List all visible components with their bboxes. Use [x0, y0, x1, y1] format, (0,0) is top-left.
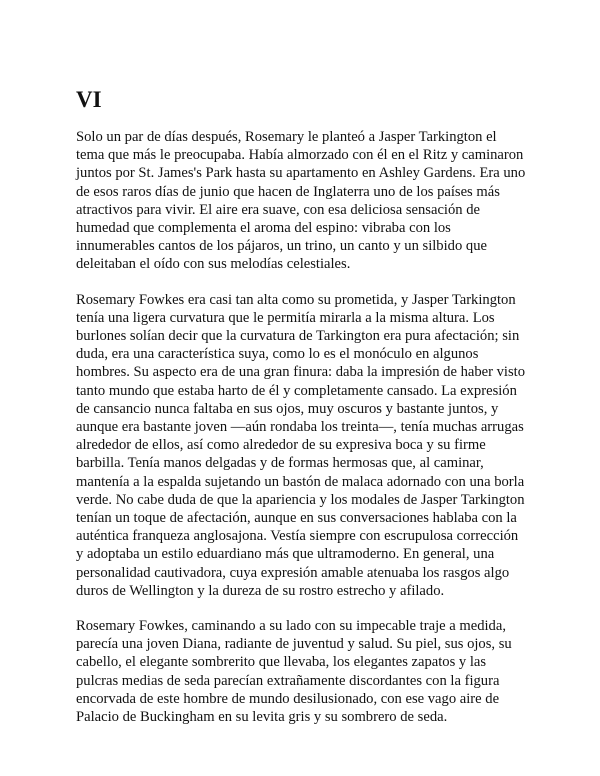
document-page: [76, 86, 528, 743]
chapter-heading: VI: [76, 87, 102, 112]
paragraph-3: Rosemary Fowkes, caminando a su lado con su impecable traje a medida, parecía una joven Diana, radiante de juventud y salud. Su piel, sus ojos, su cabello, el elegante sombrerito que llevaba, los elegantes zapatos y las pulcras medias de seda parecían extrañamente discordantes con la figura encorvada de este hombre de mundo desilusionado, con ese vago aire de Palacio de Buckingham en su levita gris y su sombrero de seda.: [76, 618, 512, 726]
paragraph-2: Rosemary Fowkes era casi tan alta como su prometida, y Jasper Tarkington tenía una ligera curvatura que le permitía mirarla a la misma altura. Los burlones solían decir que la curvatura de Tarkington era pura afectación; sin duda, era una característica suya, como lo es el monóculo en algunos hombres. Su aspecto era de una gran finura: daba la impresión de haber visto tanto mundo que estaba harto de él y completamente cansado. La expresión de cansancio nunca faltaba en sus ojos, muy oscuros y bastante juntos, y aunque era bastante joven —aún rondaba los treinta—, tenía muchas arrugas alrededor de ellos, así como alrededor de su expresiva boca y su firme barbilla. Tenía manos delgadas y de formas hermosas que, al caminar, mantenía a la espalda sujetando un bastón de malaca adornado con una borla verde. No cabe duda de que la apariencia y los modales de Jasper Tarkington tenían un toque de afectación, aunque en sus conversaciones hablaba con la auténtica franqueza anglosajona. Vestía siempre con escrupulosa corrección y adoptaba un estilo eduardiano más que ultramoderno. En general, una personalidad cautivadora, cuya expresión amable atenuaba los rasgos algo duros de Wellington y la dureza de su rostro estrecho y afilado.: [76, 291, 526, 599]
paragraph-1: Solo un par de días después, Rosemary le planteó a Jasper Tarkington el tema que más le preocupaba. Había almorzado con él en el Ritz y caminaron juntos por St. James's Park hasta su apartamento en Ashley Gardens. Era uno de esos raros días de junio que hacen de Inglaterra uno de los países más atractivos para vivir. El aire era suave, con esa deliciosa sensación de humedad que complementa el aroma del espino: vibraba con los innumerables cantos de los pájaros, un trino, un canto y un silbido que deleitaban el oído con sus melodías celestiales.: [76, 129, 526, 273]
